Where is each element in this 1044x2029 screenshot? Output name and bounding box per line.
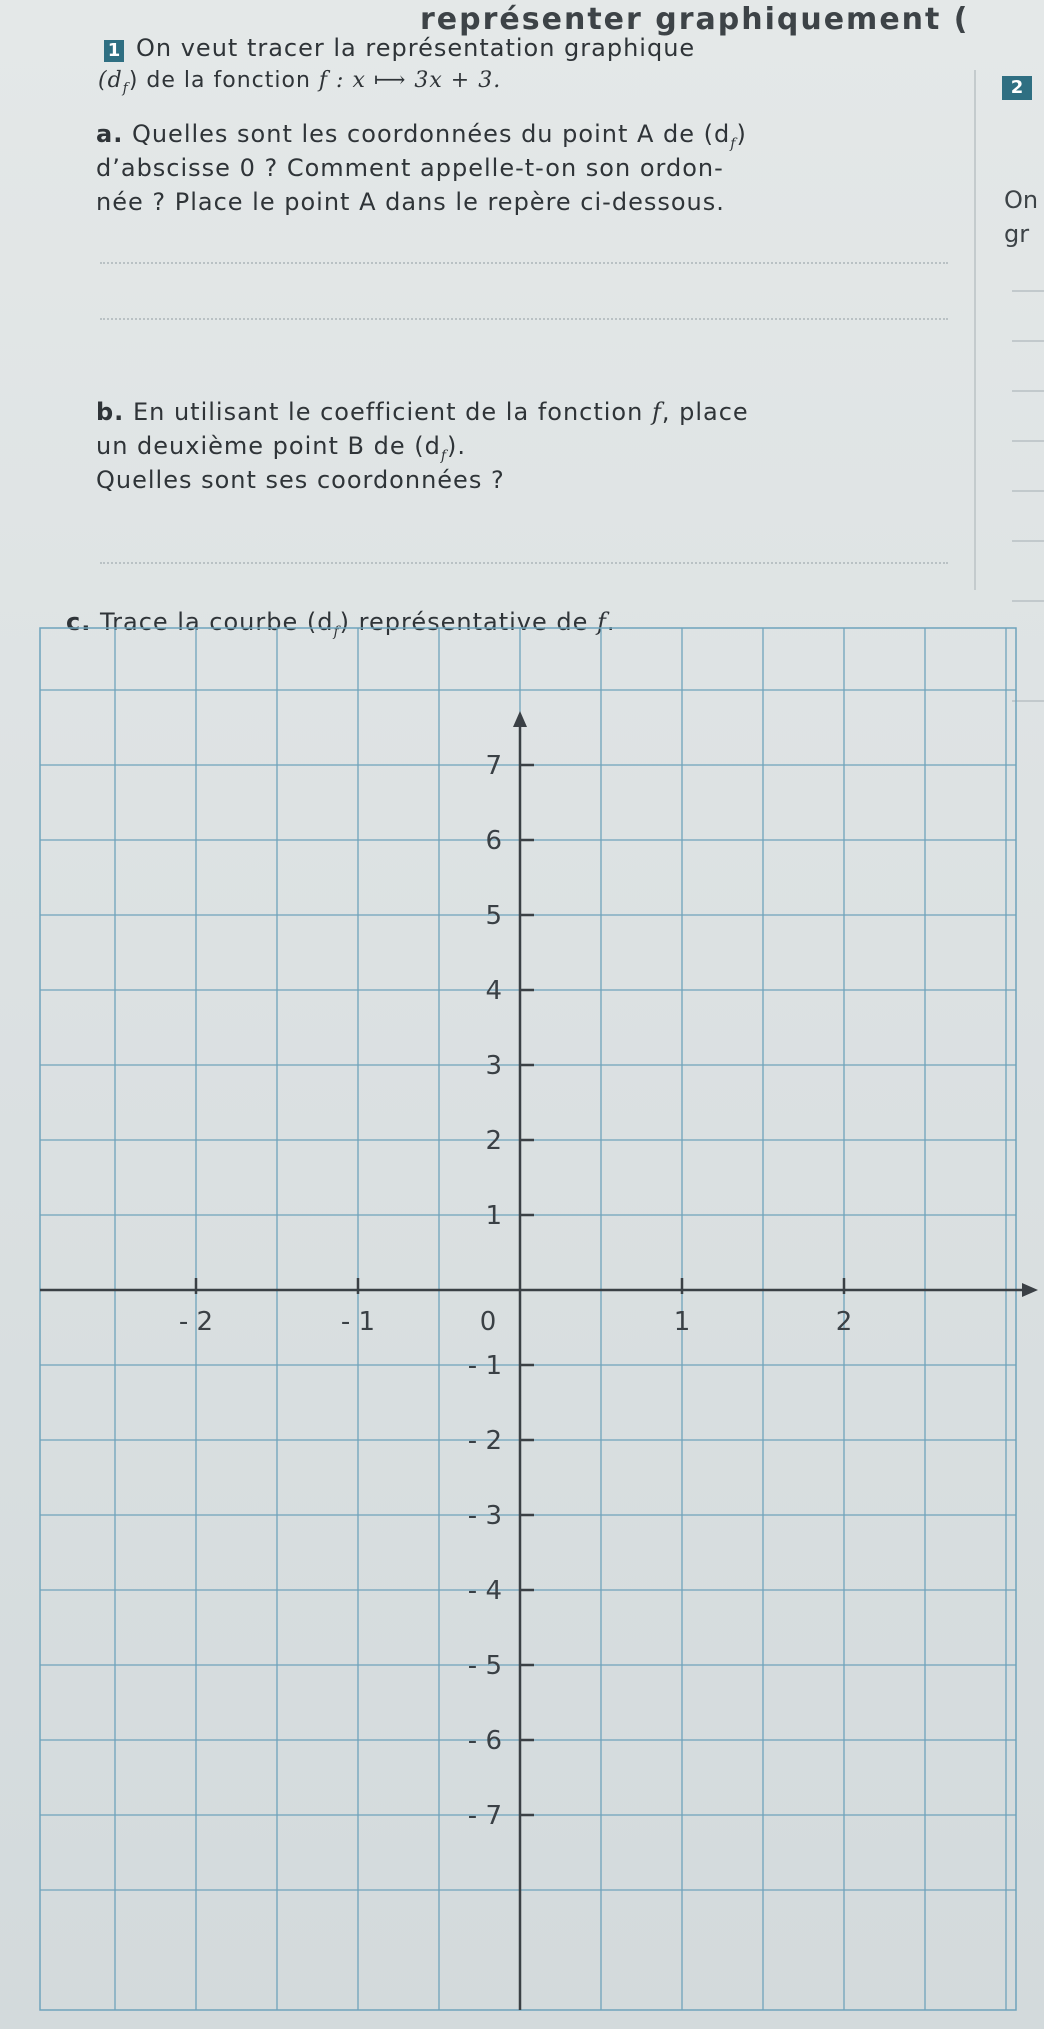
question-c-label: c. [66, 608, 92, 636]
question-b-label: b. [96, 398, 125, 426]
page-header: représenter graphiquement ( [420, 2, 970, 37]
function-expression: f : x ⟼ 3x + 3. [318, 68, 502, 93]
y-tick-label: - 4 [467, 1576, 502, 1606]
question-a-line-2: d’abscisse 0 ? Comment appelle-t-on son ordon- [96, 154, 724, 182]
question-b-function: f [651, 398, 662, 426]
y-tick-label: - 3 [467, 1501, 502, 1531]
intro-line-1: On veut tracer la représentation graphique [136, 34, 696, 62]
y-tick-label: 5 [485, 901, 502, 931]
y-tick-label: - 6 [467, 1726, 502, 1756]
question-b-text-2: un deuxième point B de (d [96, 432, 441, 460]
question-b-text-1: En utilisant le coefficient de la fonction [132, 398, 652, 426]
question-c-text-2: ) représentative de [339, 608, 597, 636]
intro-d-label: (d [98, 68, 123, 93]
intro-d-subscript: f [122, 80, 129, 97]
y-tick-label: - 5 [467, 1651, 502, 1681]
question-c-text-1: Trace la courbe (d [99, 608, 334, 636]
y-tick-label: 7 [485, 751, 502, 781]
question-b-line-3: Quelles sont ses coordonnées ? [96, 466, 505, 494]
y-tick-label: - 2 [467, 1426, 502, 1456]
question-a-subscript: f [730, 135, 737, 152]
y-axis-arrow [513, 711, 527, 727]
x-tick-label: - 2 [178, 1307, 214, 1337]
question-a-text-1: Quelles sont les coordonnées du point A de (d [131, 120, 731, 148]
question-b-subscript: f [440, 447, 448, 464]
y-tick-label: - 1 [467, 1351, 502, 1381]
question-c-subscript: f [333, 623, 340, 640]
intro-text: ) de la fonction [128, 68, 319, 93]
x-tick-label: 1 [673, 1307, 691, 1337]
side-text-on: On [1004, 186, 1039, 214]
question-a-close: ) [736, 120, 747, 148]
side-text-gr: gr [1004, 220, 1030, 248]
y-tick-label: - 7 [467, 1801, 502, 1831]
next-exercise-badge: 2 [1002, 76, 1032, 100]
y-tick-label: 4 [485, 976, 502, 1006]
y-tick-label: 3 [485, 1051, 502, 1081]
y-tick-label: 6 [485, 826, 502, 856]
question-a-line-3: née ? Place le point A dans le repère ci-dessous. [96, 188, 725, 216]
x-tick-label: - 1 [340, 1307, 376, 1337]
y-tick-label: 2 [485, 1126, 502, 1156]
x-tick-label: 0 [479, 1307, 497, 1337]
question-b-end: , place [661, 398, 749, 426]
question-a-label: a. [96, 120, 124, 148]
question-c-function: f [597, 608, 607, 636]
question-b-close: ). [447, 432, 467, 460]
y-tick-label: 1 [485, 1201, 502, 1231]
exercise-number-badge: 1 [104, 40, 124, 62]
question-c-end: . [606, 608, 616, 636]
x-tick-label: 2 [835, 1307, 853, 1337]
x-axis-arrow [1022, 1283, 1038, 1297]
